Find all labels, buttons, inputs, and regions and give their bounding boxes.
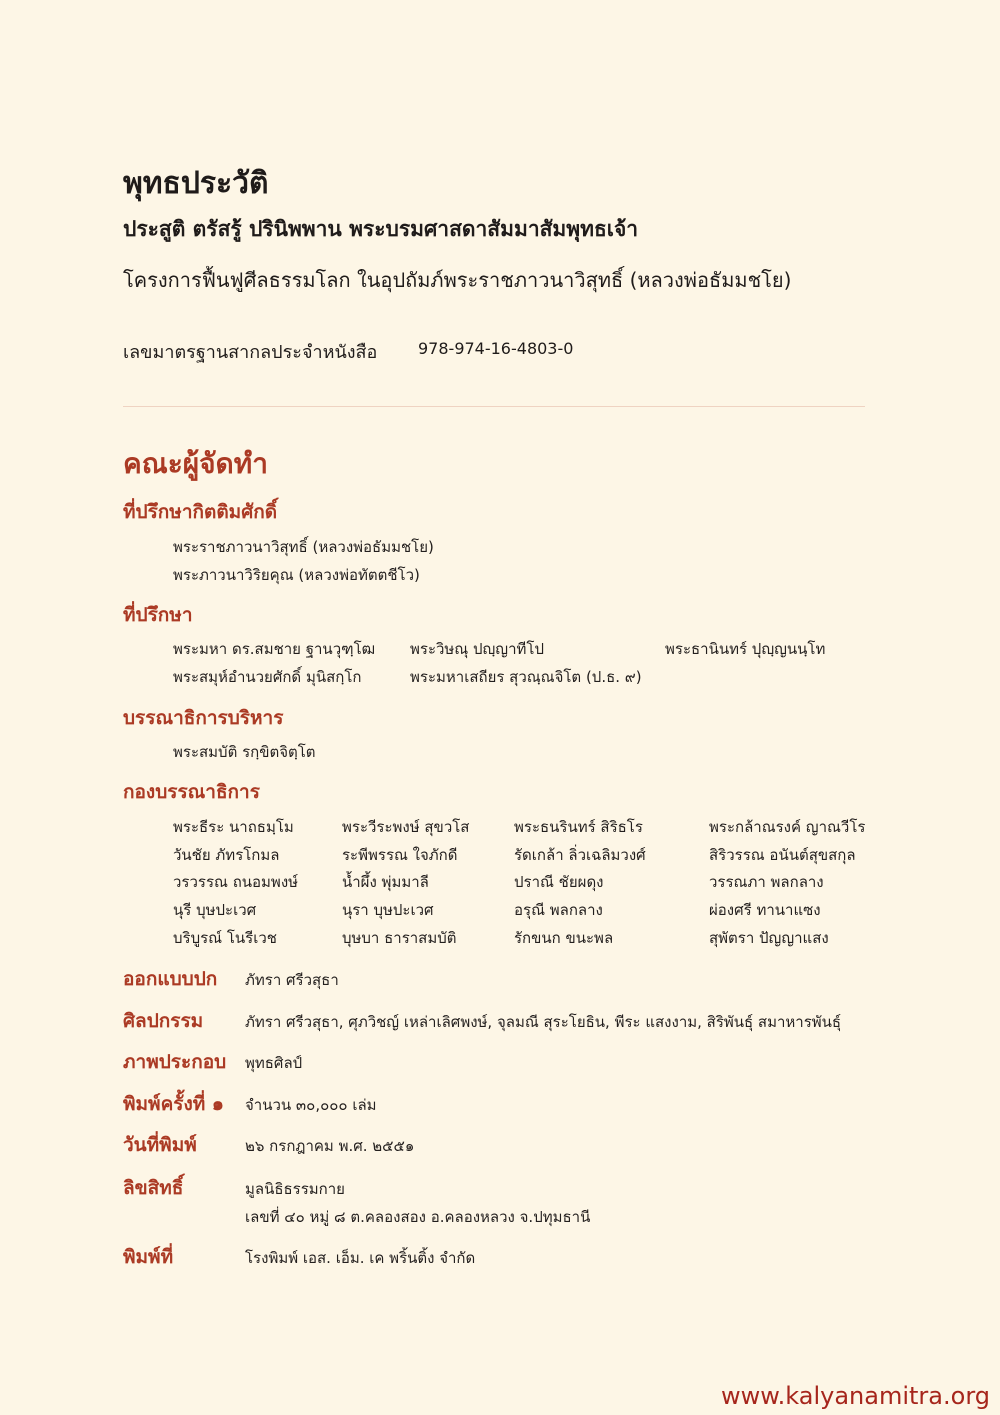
editor-name: วรรณภา พลกลาง [709, 873, 824, 891]
editor-name: บุษบา ธาราสมบัติ [342, 929, 457, 947]
editor-name: พระกล้าณรงค์ ญาณวีโร [709, 818, 866, 836]
managing-editor-name: พระสมบัติ รกฺขิตจิตฺโต [173, 743, 316, 761]
editor-name: สุพัตรา ปัญญาแสง [709, 929, 829, 947]
copyright-owner: มูลนิธิธรรมกาย [245, 1180, 345, 1198]
editor-name: บริบูรณ์ โนรีเวช [173, 929, 277, 947]
editor-name: พระธีระ นาถธมฺโม [173, 818, 294, 836]
illustration-label: ภาพประกอบ [123, 1051, 227, 1073]
staff-heading: คณะผู้จัดทำ [123, 447, 268, 480]
editor-name: นุรี บุษปะเวศ [173, 901, 257, 919]
editor-name: วันชัย ภัทรโกมล [173, 846, 280, 864]
illustration-value: พุทธศิลป์ [245, 1054, 303, 1072]
honorary-advisors-label: ที่ปรึกษากิตติมศักดิ์ [123, 501, 278, 523]
editor-name: วรวรรณ ถนอมพงษ์ [173, 873, 299, 891]
copyright-address: เลขที่ ๔๐ หมู่ ๘ ต.คลองสอง อ.คลองหลวง จ.ปทุมธานี [245, 1208, 591, 1226]
cover-design-value: ภัทรา ศรีวสุธา [245, 971, 339, 989]
advisor-name: พระวิษณุ ปญฺญาทีโป [410, 640, 544, 658]
editor-name: ผ่องศรี ทานาแซง [709, 901, 821, 919]
editor-name: พระวีระพงษ์ สุขวโส [342, 818, 470, 836]
art-label: ศิลปกรรม [123, 1010, 204, 1032]
honorary-advisor-name: พระภาวนาวิริยคุณ (หลวงพ่อทัตตชีโว) [173, 566, 420, 584]
editor-name: ระพีพรรณ ใจภักดี [342, 846, 458, 864]
editor-name: น้ำผึ้ง พุ่มมาลี [342, 873, 429, 891]
book-subtitle: ประสูติ ตรัสรู้ ปรินิพพาน พระบรมศาสดาสัมมาสัมพุทธเจ้า [123, 217, 639, 241]
honorary-advisor-name: พระราชภาวนาวิสุทธิ์ (หลวงพ่อธัมมชโย) [173, 538, 434, 556]
printer-value: โรงพิมพ์ เอส. เอ็ม. เค พริ้นติ้ง จำกัด [245, 1249, 476, 1267]
printer-label: พิมพ์ที่ [123, 1246, 174, 1268]
editor-name: ปราณี ชัยผดุง [514, 873, 604, 891]
managing-editor-label: บรรณาธิการบริหาร [123, 707, 284, 729]
editor-name: พระธนรินทร์ สิริธโร [514, 818, 643, 836]
copyright-label: ลิขสิทธิ์ [123, 1177, 184, 1199]
print-date-value: ๒๖ กรกฎาคม พ.ศ. ๒๕๕๑ [245, 1137, 415, 1155]
editor-name: รักขนก ขนะพล [514, 929, 614, 947]
cover-design-label: ออกแบบปก [123, 968, 218, 990]
editor-name: นุรา บุษปะเวศ [342, 901, 434, 919]
editorial-board-label: กองบรรณาธิการ [123, 781, 260, 803]
editor-name: สิริวรรณ อนันต์สุขสกุล [709, 846, 856, 864]
isbn-label: เลขมาตรฐานสากลประจำหนังสือ [123, 342, 378, 363]
art-value: ภัทรา ศรีวสุธา, ศุภวิชญ์ เหล่าเลิศพงษ์, จุลมณี สุระโยธิน, พีระ แสงงาม, สิริพันธุ์ สมาหารพันธุ์ [245, 1013, 842, 1031]
first-print-value: จำนวน ๓๐,๐๐๐ เล่ม [245, 1096, 377, 1114]
website-url[interactable]: www.kalyanamitra.org [720, 1382, 990, 1410]
advisor-name: พระธานินทร์ ปุญฺญนนฺโท [665, 640, 826, 658]
advisor-name: พระมหาเสถียร สุวณฺณจิโต (ป.ธ. ๙) [410, 668, 642, 686]
isbn-value: 978-974-16-4803-0 [418, 339, 574, 358]
advisors-label: ที่ปรึกษา [123, 604, 193, 626]
first-print-label: พิมพ์ครั้งที่ ๑ [123, 1093, 224, 1115]
editor-name: รัดเกล้า ลิ่วเฉลิมวงศ์ [514, 846, 646, 864]
print-date-label: วันที่พิมพ์ [123, 1134, 197, 1156]
divider [123, 406, 865, 407]
book-title: พุทธประวัติ [123, 166, 269, 201]
editor-name: อรุณี พลกลาง [514, 901, 603, 919]
project-name: โครงการฟื้นฟูศีลธรรมโลก ในอุปถัมภ์พระราชภาวนาวิสุทธิ์ (หลวงพ่อธัมมชโย) [123, 268, 792, 292]
advisor-name: พระสมุห์อำนวยศักดิ์ มุนิสกฺโก [173, 668, 362, 686]
advisor-name: พระมหา ดร.สมชาย ฐานวุฑฺโฒ [173, 640, 376, 658]
